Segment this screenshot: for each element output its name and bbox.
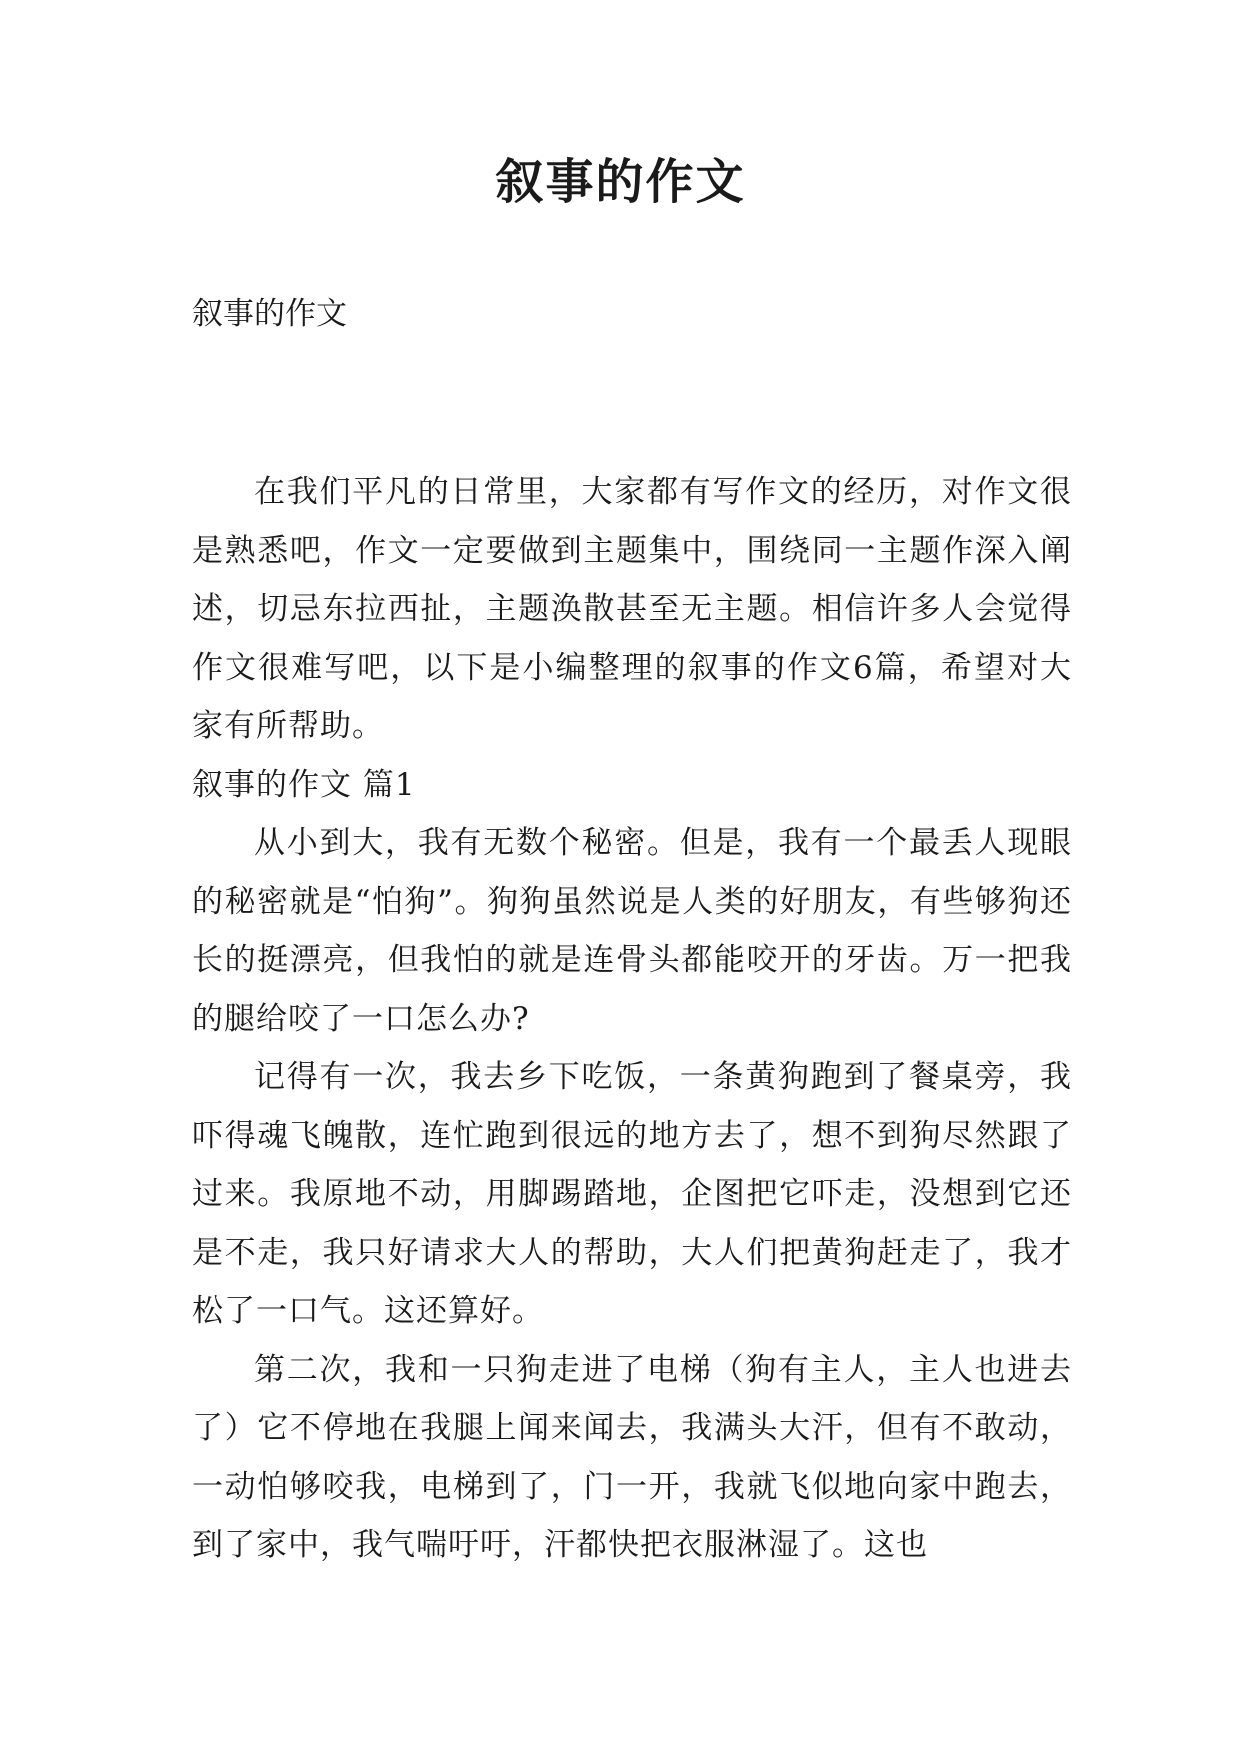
body-paragraph: 记得有一次，我去乡下吃饭，一条黄狗跑到了餐桌旁，我吓得魂飞魄散，连忙跑到很远的地方去了，想不到狗尽然跟了过来。我原地不动，用脚踢踏地，企图把它吓走，没想到它还是不走，我只好请求大人的帮助，大人们把黄狗赶走了，我才松了一口气。这还算好。 xyxy=(192,1059,1072,1329)
body-paragraph: 从小到大，我有无数个秘密。但是，我有一个最丢人现眼的秘密就是“怕狗”。狗狗虽然说是人类的好朋友，有些够狗还长的挺漂亮，但我怕的就是连骨头都能咬开的牙齿。万一把我的腿给咬了一口怎么办? xyxy=(192,825,1072,1037)
document-body xyxy=(192,463,1072,1575)
body-paragraph: 第二次，我和一只狗走进了电梯（狗有主人，主人也进去了）它不停地在我腿上闻来闻去，我满头大汗，但有不敢动，一动怕够咬我，电梯到了，门一开，我就飞似地向家中跑去，到了家中，我气喘吁吁，汗都快把衣服淋湿了。这也 xyxy=(192,1351,1072,1563)
section-heading: 叙事的作文 篇1 xyxy=(192,766,416,803)
intro-paragraph: 在我们平凡的日常里，大家都有写作文的经历，对作文很是熟悉吧，作文一定要做到主题集中，围绕同一主题作深入阐述，切忌东拉西扯，主题涣散甚至无主题。相信许多人会觉得作文很难写吧，以下是小编整理的叙事的作文6篇，希望对大家有所帮助。 xyxy=(192,474,1072,744)
document-title: 叙事的作文 xyxy=(495,154,746,210)
document-subtitle: 叙事的作文 xyxy=(192,296,347,332)
